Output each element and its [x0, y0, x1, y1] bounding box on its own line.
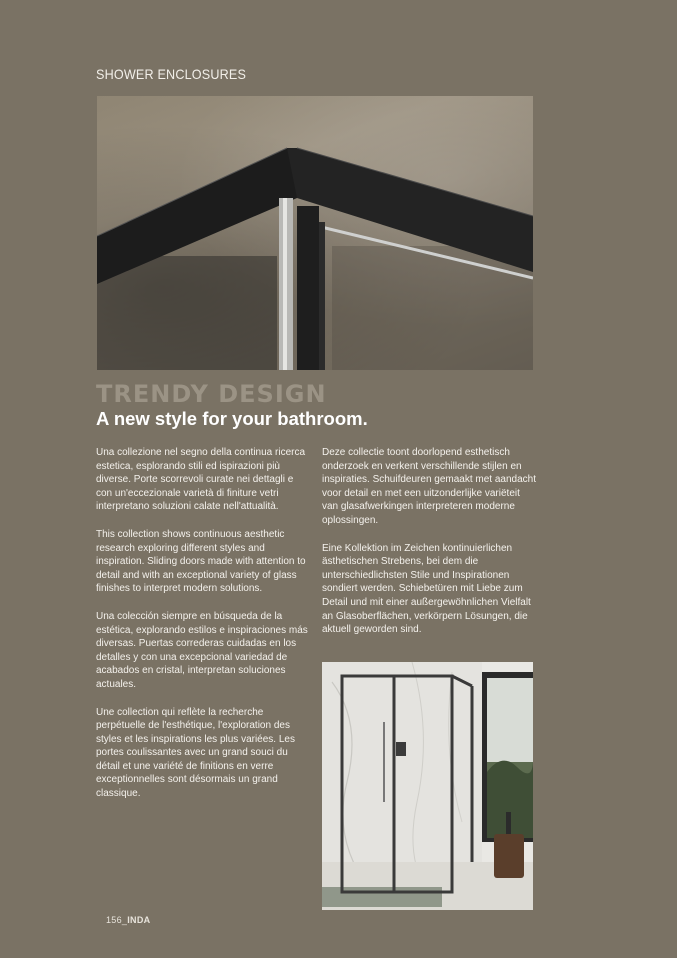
paragraph-english: This collection shows continuous aesthetic research exploring different styles and inspiration. Sliding doors made with attention to detail and with an exceptional variety of glass finishes to interpret modern solutions. [96, 528, 306, 595]
shower-room-illustration [322, 662, 533, 910]
paragraph-german: Eine Kollektion im Zeichen kontinuierlichen ästhetischen Strebens, bei dem die unterschiedlichsten Stile und Inspirationen sondiert werden. Schiebetüren mit Liebe zum Detail und mit einer außergewöhnlichen Vielfalt an Glasoberflächen, verkörpern Lösungen, die aktuell geworden sind. [322, 542, 531, 636]
brand-name: INDA [127, 915, 151, 925]
paragraph-spanish: Una colección siempre en búsqueda de la estética, explorando estilos e inspiraciones más diversas. Puertas correderas cuidadas en los detalles y con una excepcional variedad de acabados en cristal, interpretan soluciones actuales. [96, 610, 308, 690]
shower-frame-illustration [97, 96, 533, 370]
hero-image [97, 96, 533, 370]
page-subtitle: A new style for your bathroom. [96, 408, 368, 429]
paragraph-italian: Una collezione nel segno della continua ricerca estetica, esplorando stili ed ispirazioni più diverse. Porte scorrevoli curate nei dettagli e con un'eccezionale varietà di finiture vetri interpretano soluzioni calate nell'attualità. [96, 447, 306, 513]
paragraph-french: Une collection qui reflète la recherche perpétuelle de l'esthétique, l'exploration des styles et les inspirations les plus variées. Les portes coulissantes avec un grand souci du détail et une variété de finitions en verre exceptionnelles sont désormais un grand classique. [96, 706, 295, 800]
room-image [322, 662, 533, 910]
page-number: 156_ [106, 915, 128, 925]
paragraph-dutch: Deze collectie toont doorlopend esthetisch onderzoek en verkent verschillende stijlen en inspiraties. Schuifdeuren gemaakt met aandacht voor detail en met een uitzonderlijke variëteit van glasafwerkingen interpreteren moderne oplossingen. [322, 447, 537, 526]
page-title: TRENDY DESIGN [96, 380, 327, 408]
section-label: SHOWER ENCLOSURES [96, 66, 247, 82]
text-column-left [96, 446, 310, 815]
page-footer [106, 915, 150, 925]
text-column-right [322, 446, 536, 651]
